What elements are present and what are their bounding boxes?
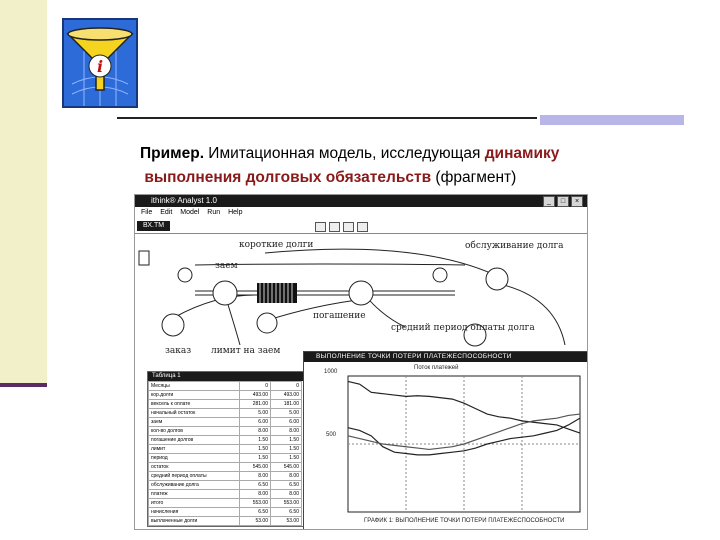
menu-model[interactable]: Model: [180, 209, 200, 216]
divider-line: [117, 117, 537, 119]
table-cell: 6.50: [240, 508, 271, 517]
table-cell: 0: [271, 382, 302, 391]
table-cell: 1.50: [271, 436, 302, 445]
graph-subtitle: Поток платежей: [414, 365, 459, 371]
table-cell: 545.00: [271, 463, 302, 472]
logo-letter: i: [96, 57, 104, 76]
repayment-flow-valve[interactable]: [349, 281, 373, 305]
table-cell: 6.00: [271, 418, 302, 427]
table-cell: 281.00: [240, 400, 271, 409]
table-row: [149, 517, 302, 526]
table-cell: 8.00: [271, 427, 302, 436]
table-cell: выплаченные долги: [149, 517, 240, 526]
table-row: [149, 454, 302, 463]
label-avg-period: средний период оплаты долга: [391, 323, 535, 333]
menu-edit[interactable]: Edit: [160, 209, 173, 216]
table-cell: итого: [149, 499, 240, 508]
table-row: [149, 490, 302, 499]
table-row: [149, 472, 302, 481]
order-converter[interactable]: [162, 314, 184, 336]
table-row: [149, 418, 302, 427]
table-row: [149, 436, 302, 445]
table-cell: заем: [149, 418, 240, 427]
divider-block: [540, 115, 684, 125]
table-cell: 6.50: [240, 481, 271, 490]
table-window-title: Таблица 1: [148, 372, 304, 381]
headline-highlight-2: выполнения долговых обязательств: [144, 169, 432, 186]
y-tick-top: 1000: [324, 369, 338, 375]
table-row: [149, 400, 302, 409]
label-debt-service: обслуживание долга: [465, 241, 564, 251]
tool-pointer-icon[interactable]: [315, 222, 326, 232]
table-row: [149, 499, 302, 508]
table-cell: 1.50: [240, 445, 271, 454]
headline-lead: Пример.: [140, 145, 204, 162]
slide-sidebar: [0, 0, 47, 383]
table-cell: платеж: [149, 490, 240, 499]
table-row: [149, 409, 302, 418]
table-cell: кол-во долгов: [149, 427, 240, 436]
table-row: [149, 382, 302, 391]
toolbar: [135, 219, 587, 234]
debt-chart: [304, 372, 588, 517]
table-cell: 5.00: [240, 409, 271, 418]
table-cell: 1.50: [271, 454, 302, 463]
table-row: [149, 508, 302, 517]
menu-help[interactable]: Help: [228, 209, 243, 216]
window-titlebar: [135, 195, 587, 207]
side-tool-icon[interactable]: [139, 251, 149, 265]
table-cell: кор.долги: [149, 391, 240, 400]
table-cell: 493.00: [271, 391, 302, 400]
menu-run[interactable]: Run: [207, 209, 221, 216]
cloud-sink-icon: [433, 268, 447, 282]
table-cell: период: [149, 454, 240, 463]
loan-limit-converter[interactable]: [257, 313, 277, 333]
table-row: [149, 427, 302, 436]
table-cell: 1.50: [271, 445, 302, 454]
label-loan-limit: лимит на заем: [211, 346, 281, 356]
table-cell: 545.00: [240, 463, 271, 472]
table-window[interactable]: [147, 371, 305, 527]
maximize-button[interactable]: □: [557, 196, 569, 207]
table-row: [149, 463, 302, 472]
table-cell: 553.00: [271, 499, 302, 508]
table-cell: 1.50: [240, 436, 271, 445]
table-cell: лимит: [149, 445, 240, 454]
headline-text: Имитационная модель, исследующая: [204, 145, 485, 162]
menu-bar: [135, 207, 587, 218]
label-order: заказ: [165, 346, 192, 356]
table-cell: 8.00: [271, 472, 302, 481]
software-screenshot: [134, 194, 588, 530]
close-button[interactable]: ×: [571, 196, 583, 207]
label-repayment: погашение: [313, 311, 366, 321]
table-cell: 6.50: [271, 508, 302, 517]
data-table: [148, 381, 302, 526]
table-cell: Месяцы: [149, 382, 240, 391]
model-diagram: [135, 235, 587, 365]
debt-service-converter[interactable]: [486, 268, 508, 290]
graph-footer: ГРАФИК 1: ВЫПОЛНЕНИЕ ТОЧКИ ПОТЕРИ ПЛАТЕЖЕСПОСОБНОСТИ: [364, 518, 565, 524]
short-debts-stock[interactable]: [257, 283, 297, 303]
tool-converter-icon[interactable]: [357, 222, 368, 232]
funnel-info-logo-icon: [62, 18, 138, 108]
table-cell: начисления: [149, 508, 240, 517]
slide-sidebar-accent: [0, 383, 47, 387]
table-cell: 493.00: [240, 391, 271, 400]
table-row: [149, 445, 302, 454]
graph-window-title: ВЫПОЛНЕНИЕ ТОЧКИ ПОТЕРИ ПЛАТЕЖЕСПОСОБНОСТИ: [304, 352, 588, 362]
tool-flow-icon[interactable]: [343, 222, 354, 232]
table-cell: вексель к оплате: [149, 400, 240, 409]
table-cell: 8.00: [240, 490, 271, 499]
table-cell: 553.00: [240, 499, 271, 508]
table-cell: 53.00: [240, 517, 271, 526]
headline-tail: (фрагмент): [431, 169, 517, 186]
table-cell: 1.50: [240, 454, 271, 463]
table-cell: остаток: [149, 463, 240, 472]
window-title: ithink® Analyst 1.0: [151, 196, 217, 205]
menu-file[interactable]: File: [141, 209, 153, 216]
table-cell: обслуживание долга: [149, 481, 240, 490]
minimize-button[interactable]: _: [543, 196, 555, 207]
table-cell: 6.00: [240, 418, 271, 427]
table-cell: начальный остаток: [149, 409, 240, 418]
document-tab[interactable]: ВХ.ТМ: [137, 221, 170, 231]
graph-window[interactable]: [303, 351, 588, 530]
table-cell: 181.00: [271, 400, 302, 409]
table-cell: 5.00: [271, 409, 302, 418]
table-cell: 8.00: [271, 490, 302, 499]
table-row: [149, 391, 302, 400]
headline-highlight: динамику: [484, 145, 560, 162]
table-cell: 53.00: [271, 517, 302, 526]
loan-flow-valve[interactable]: [213, 281, 237, 305]
table-cell: 0: [240, 382, 271, 391]
table-row: [149, 481, 302, 490]
table-cell: 6.50: [271, 481, 302, 490]
table-cell: 8.00: [240, 472, 271, 481]
y-tick-mid: 500: [326, 432, 337, 438]
slide-headline: [140, 142, 700, 190]
label-loan: заем: [215, 261, 238, 271]
label-short-debts: короткие долги: [239, 240, 314, 250]
table-cell: средний период оплаты: [149, 472, 240, 481]
tool-stock-icon[interactable]: [329, 222, 340, 232]
table-cell: погашение долгов: [149, 436, 240, 445]
cloud-source-icon: [178, 268, 192, 282]
table-cell: 8.00: [240, 427, 271, 436]
